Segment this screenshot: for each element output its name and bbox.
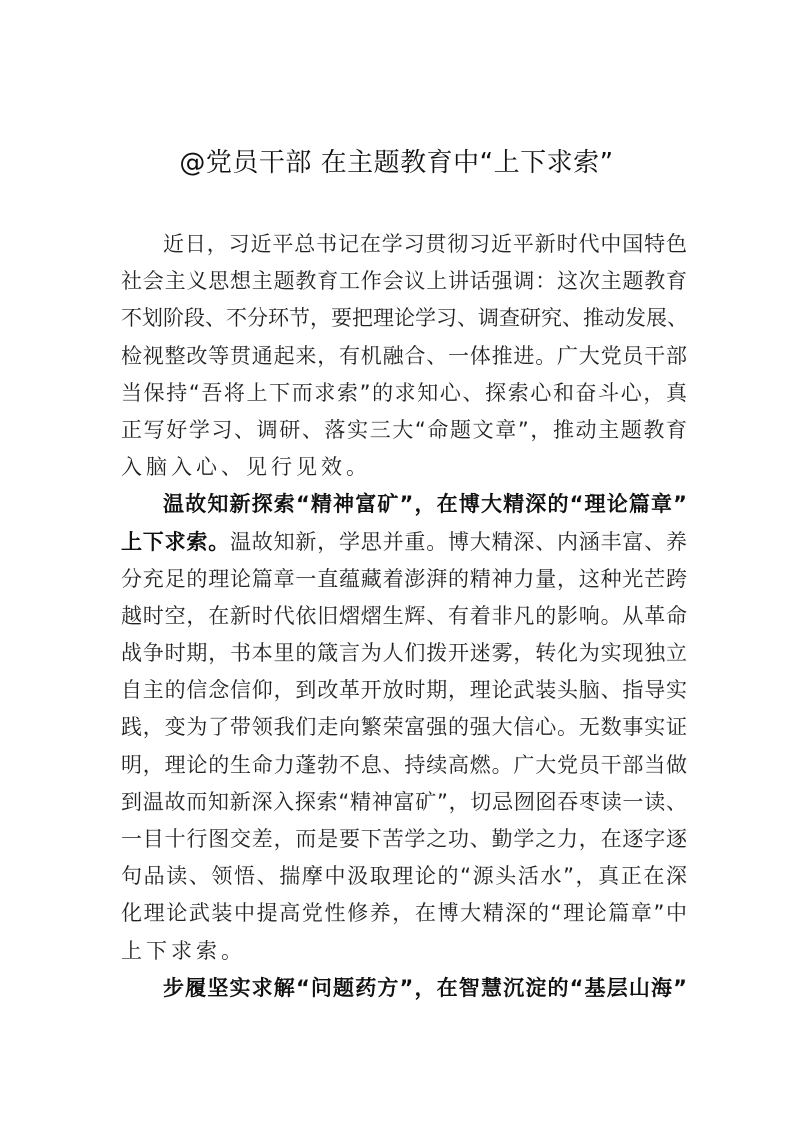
body-text: 到温故而知新深入探索“精神富矿”，切忌囫囵吞枣读一读、 — [121, 789, 687, 814]
text-line — [121, 784, 687, 821]
text-line — [121, 970, 687, 1007]
text-line — [121, 486, 687, 523]
text-line — [121, 524, 687, 561]
body-text: 当保持“吾将上下而求索”的求知心、探索心和奋斗心，真 — [121, 380, 687, 405]
paragraph — [121, 486, 687, 969]
bold-heading-text: 上下求索。 — [121, 529, 230, 554]
body-text: 近日，习近平总书记在学习贯彻习近平新时代中国特色 — [163, 232, 687, 256]
body-text: 句品读、领悟、揣摩中汲取理论的“源头活水”，真正在深 — [121, 864, 687, 889]
body-text: 检视整改等贯通起来，有机融合、一体推进。广大党员干部 — [121, 343, 687, 368]
text-line — [121, 412, 687, 449]
body-text: 分充足的理论篇章一直蕴藏着澎湃的精神力量，这种光芒跨 — [121, 566, 687, 591]
document-body — [121, 226, 687, 1007]
body-text: 践，变为了带领我们走向繁荣富强的强大信心。无数事实证 — [121, 715, 687, 740]
body-text: 战争时期，书本里的箴言为人们拨开迷雾，转化为实现独立 — [121, 641, 687, 666]
body-text: 自主的信念信仰，到改革开放时期，理论武装头脑、指导实 — [121, 678, 687, 703]
body-text: 越时空，在新时代依旧熠熠生辉、有着非凡的影响。从革命 — [121, 603, 687, 628]
body-text: 温故知新，学思并重。博大精深、内涵丰富、养 — [230, 529, 687, 554]
text-line — [121, 300, 687, 337]
body-text: 一目十行图交差，而是要下苦学之功、勤学之力，在逐字逐 — [121, 827, 687, 851]
text-line — [121, 598, 687, 635]
text-line — [121, 635, 687, 672]
body-text: 正写好学习、调研、落实三大“命题文章”，推动主题教育 — [121, 417, 687, 442]
body-text: 上下求索。 — [121, 938, 246, 963]
document-title: @党员干部 在主题教育中“上下求索” — [179, 148, 614, 178]
text-line — [121, 263, 687, 300]
text-line — [121, 933, 687, 970]
bold-heading-text: 步履坚实求解“问题药方”，在智慧沉淀的“基层山海” — [163, 975, 687, 1000]
text-line — [121, 226, 687, 263]
text-line — [121, 338, 687, 375]
body-text: 化理论武装中提高党性修养，在博大精深的“理论篇章”中 — [121, 901, 687, 926]
text-line — [121, 821, 687, 858]
paragraph — [121, 226, 687, 486]
paragraph — [121, 970, 687, 1007]
text-line — [121, 375, 687, 412]
text-line — [121, 709, 687, 746]
text-line — [121, 858, 687, 895]
text-line — [121, 561, 687, 598]
body-text: 明，理论的生命力蓬勃不息、持续高燃。广大党员干部当做 — [121, 752, 687, 777]
text-line — [121, 895, 687, 932]
text-line — [121, 449, 687, 486]
body-text: 入脑入心、见行见效。 — [121, 455, 371, 480]
body-text: 不划阶段、不分环节，要把理论学习、调查研究、推动发展、 — [121, 306, 688, 331]
text-line — [121, 747, 687, 784]
bold-heading-text: 温故知新探索“精神富矿”，在博大精深的“理论篇章” — [163, 492, 687, 517]
text-line — [121, 672, 687, 709]
body-text: 社会主义思想主题教育工作会议上讲话强调：这次主题教育 — [121, 269, 687, 294]
